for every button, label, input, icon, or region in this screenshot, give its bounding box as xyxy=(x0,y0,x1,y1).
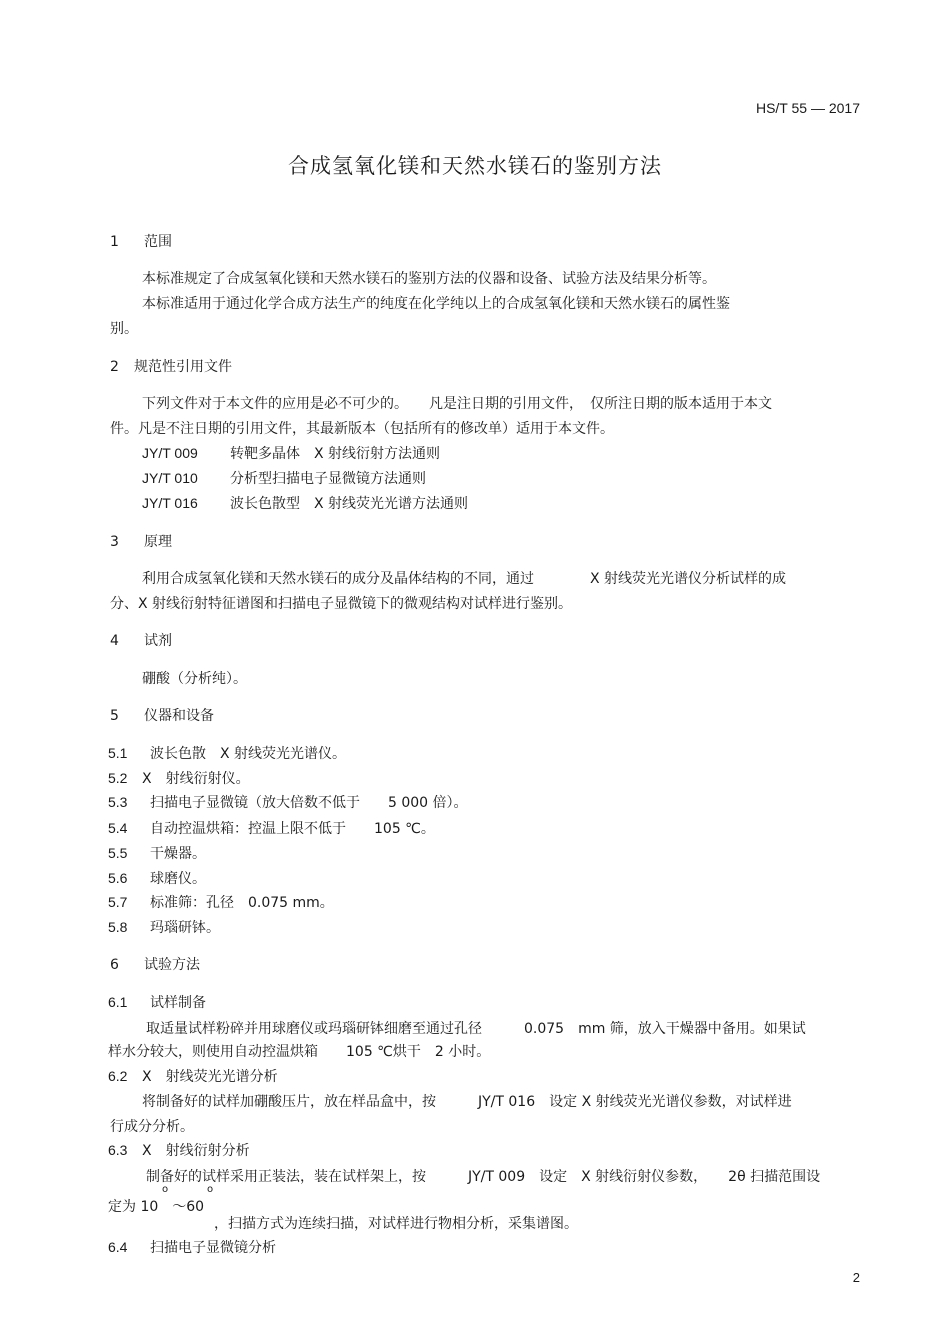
list-item xyxy=(108,868,206,888)
paragraph: 制备好的试样采用正装法，装在试样架上，按 JY/T 009 设定 X 射线衍射仪参数， 2θ 扫描范围设 xyxy=(146,1169,821,1185)
paragraph-continuation: 分、X 射线衍射特征谱图和扫描电子显微镜下的微观结构对试样进行鉴别。 xyxy=(110,596,573,612)
item-number: 5.5 xyxy=(108,845,128,861)
reference-item xyxy=(142,468,426,488)
section-title: 原理 xyxy=(144,534,172,550)
paragraph: 利用合成氢氧化镁和天然水镁石的成分及晶体结构的不同，通过 X 射线荧光光谱仪分析试样的成 xyxy=(142,571,787,587)
list-item xyxy=(108,892,334,912)
reference-title: 波长色散型 X 射线荧光光谱方法通则 xyxy=(230,496,469,512)
section-title: 试验方法 xyxy=(144,957,200,973)
item-text: X 射线衍射仪。 xyxy=(142,771,250,787)
item-text: 球磨仪。 xyxy=(150,871,206,887)
section-number: 1 xyxy=(110,234,119,250)
standard-code: HS/T 55 — 2017 xyxy=(755,100,860,116)
section-2-heading xyxy=(110,356,232,376)
paragraph-continuation: ，扫描方式为连续扫描，对试样进行物相分析，采集谱图。 xyxy=(214,1216,578,1232)
subsection-6-4-heading xyxy=(108,1237,276,1257)
item-number: 5.1 xyxy=(108,745,128,761)
item-text: 扫描电子显微镜（放大倍数不低于 5 000 倍）。 xyxy=(150,795,468,811)
section-title: 范围 xyxy=(144,234,172,250)
list-item xyxy=(108,917,220,937)
reference-code: JY/T 016 xyxy=(142,495,198,511)
reference-item xyxy=(142,493,468,513)
item-number: 5.3 xyxy=(108,794,128,810)
section-number: 6 xyxy=(110,957,119,973)
section-6-heading xyxy=(110,954,200,974)
item-text: 自动控温烘箱：控温上限不低于 105 ℃。 xyxy=(150,821,435,837)
item-number: 5.4 xyxy=(108,820,128,836)
item-number: 5.7 xyxy=(108,894,128,910)
item-text: 波长色散 X 射线荧光光谱仪。 xyxy=(150,746,347,762)
paragraph-continuation: 定为 10 ～60 xyxy=(108,1199,205,1215)
item-number: 5.8 xyxy=(108,919,128,935)
paragraph: 将制备好的试样加硼酸压片，放在样品盒中，按 JY/T 016 设定 X 射线荧光光谱仪参数，对试样进 xyxy=(142,1094,792,1110)
subsection-number: 6.4 xyxy=(108,1239,128,1255)
subsection-title: X 射线荧光光谱分析 xyxy=(142,1069,278,1085)
paragraph: 下列文件对于本文件的应用是必不可少的。 凡是注日期的引用文件， 仅所注日期的版本适用于本文 xyxy=(142,396,772,412)
subsection-title: 试样制备 xyxy=(150,995,206,1011)
section-5-heading xyxy=(110,705,214,725)
reference-code: JY/T 010 xyxy=(142,470,198,486)
section-number: 2 xyxy=(110,359,119,375)
section-number: 5 xyxy=(110,708,119,724)
paragraph-continuation: 件。凡是不注日期的引用文件，其最新版本（包括所有的修改单）适用于本文件。 xyxy=(110,421,614,437)
item-text: 干燥器。 xyxy=(150,846,206,862)
list-item xyxy=(108,843,206,863)
paragraph-continuation: 别。 xyxy=(110,321,138,337)
subsection-number: 6.3 xyxy=(108,1142,128,1158)
paragraph: 取适量试样粉碎并用球磨仪或玛瑙研钵细磨至通过孔径 0.075 mm 筛，放入干燥器中备用。如果试 xyxy=(146,1021,806,1037)
item-number: 5.2 xyxy=(108,770,128,786)
subsection-6-1-heading xyxy=(108,992,206,1012)
list-item xyxy=(108,743,346,763)
list-item xyxy=(108,792,468,812)
section-4-heading xyxy=(110,630,172,650)
reference-title: 转靶多晶体 X 射线衍射方法通则 xyxy=(230,446,441,462)
paragraph: 本标准适用于通过化学合成方法生产的纯度在化学纯以上的合成氢氧化镁和天然水镁石的属性鉴 xyxy=(142,296,730,312)
section-title: 仪器和设备 xyxy=(144,708,214,724)
reference-item xyxy=(142,443,440,463)
section-number: 3 xyxy=(110,534,119,550)
document-title: 合成氢氧化镁和天然水镁石的鉴别方法 xyxy=(288,154,662,178)
page-number: 2 xyxy=(852,1270,860,1285)
paragraph: 硼酸（分析纯）。 xyxy=(142,671,247,687)
paragraph-continuation: 样水分较大，则使用自动控温烘箱 105 ℃烘干 2 小时。 xyxy=(108,1044,491,1060)
paragraph-continuation: 行成分分析。 xyxy=(110,1119,194,1135)
item-text: 标准筛：孔径 0.075 mm。 xyxy=(150,895,334,911)
reference-code: JY/T 009 xyxy=(142,445,198,461)
subsection-6-2-heading xyxy=(108,1066,278,1086)
subsection-title: X 射线衍射分析 xyxy=(142,1143,250,1159)
reference-title: 分析型扫描电子显微镜方法通则 xyxy=(230,471,426,487)
list-item xyxy=(108,818,435,838)
subsection-title: 扫描电子显微镜分析 xyxy=(150,1240,276,1256)
subsection-number: 6.1 xyxy=(108,994,128,1010)
list-item xyxy=(108,768,250,788)
item-text: 玛瑙研钵。 xyxy=(150,920,220,936)
degree-superscript: o xyxy=(207,1184,214,1195)
subsection-6-3-heading xyxy=(108,1140,250,1160)
item-number: 5.6 xyxy=(108,870,128,886)
paragraph: 本标准规定了合成氢氧化镁和天然水镁石的鉴别方法的仪器和设备、试验方法及结果分析等。 xyxy=(142,271,716,287)
subsection-number: 6.2 xyxy=(108,1068,128,1084)
section-3-heading xyxy=(110,531,172,551)
section-number: 4 xyxy=(110,633,119,649)
section-title: 规范性引用文件 xyxy=(134,359,232,375)
section-1-heading xyxy=(110,231,172,251)
degree-superscript: o xyxy=(162,1184,169,1195)
section-title: 试剂 xyxy=(144,633,172,649)
